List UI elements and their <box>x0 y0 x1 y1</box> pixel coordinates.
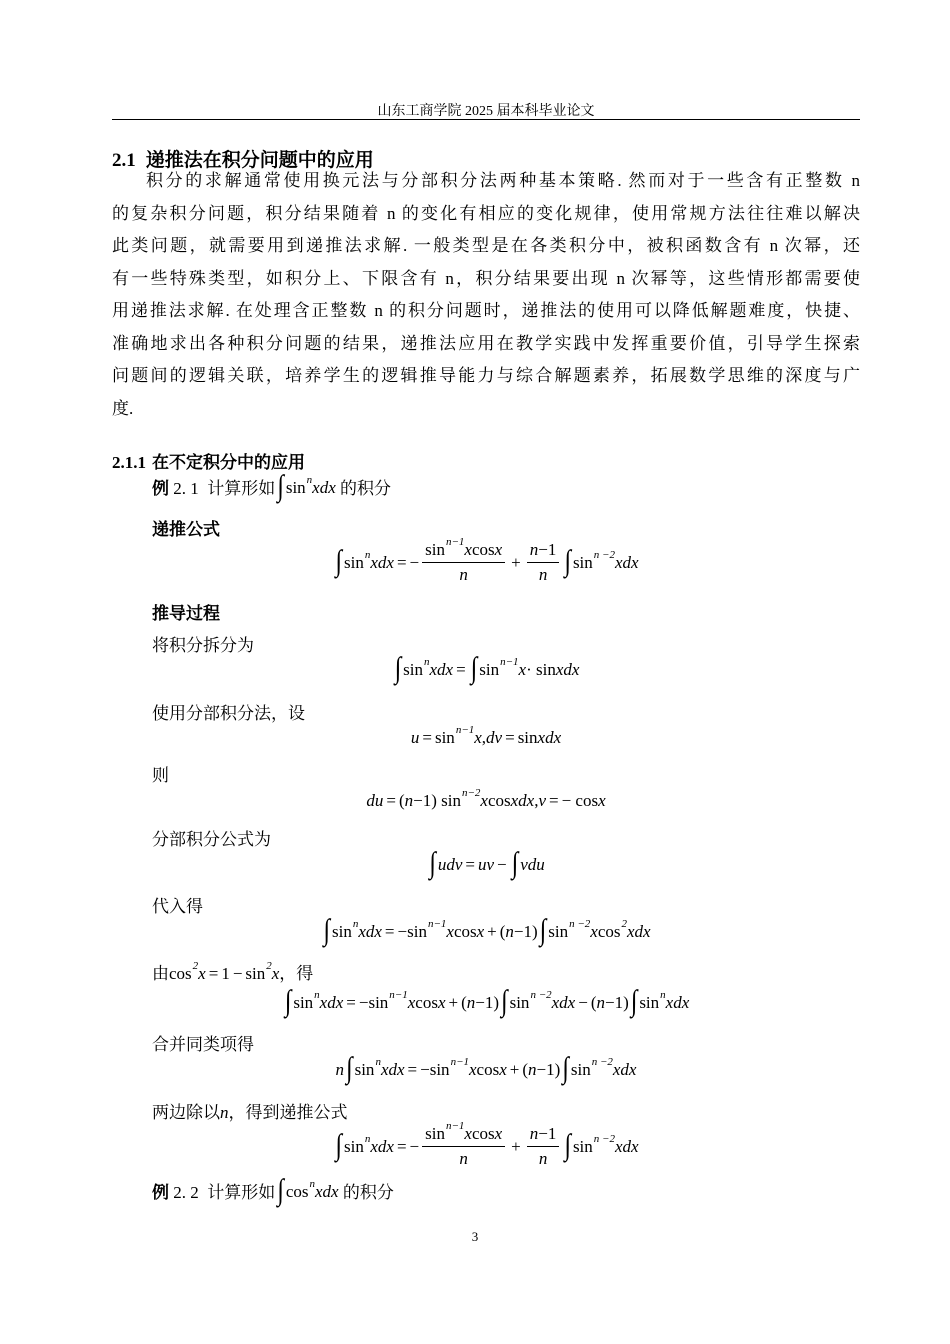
math-text: sin <box>344 552 364 572</box>
math-italic: udv <box>437 854 463 874</box>
operator: + <box>511 1136 521 1156</box>
superscript: n <box>306 473 313 486</box>
math-text: sin <box>354 1059 375 1079</box>
integral-sign: ∫ <box>335 1129 342 1163</box>
integral-sign: ∫ <box>335 545 342 579</box>
fraction <box>422 536 505 585</box>
superscript: n−1 <box>445 536 465 548</box>
math-text: sin <box>331 921 352 941</box>
superscript: n −2 <box>591 1055 613 1068</box>
superscript: n <box>309 1177 315 1190</box>
label-split: 将积分拆分为 <box>152 636 254 655</box>
math-italic: n <box>466 992 476 1012</box>
math-italic: x <box>469 1059 477 1079</box>
example-label: 例 <box>152 479 169 498</box>
example-label: 例 <box>152 1183 169 1202</box>
math-italic: uv <box>477 854 495 874</box>
example-text: 的积分 <box>340 479 392 498</box>
operator: + <box>509 1059 520 1079</box>
equation-parts <box>112 847 860 881</box>
math-italic: n <box>596 992 605 1012</box>
math-text: − cos <box>561 791 599 810</box>
equation-recurrence <box>112 536 860 585</box>
equation-uv <box>112 724 860 748</box>
math-italic: xdx <box>370 1136 394 1156</box>
example-2-2 <box>152 1174 394 1208</box>
math-text: cos <box>487 791 511 810</box>
running-header: 山东工商学院 2025 届本科毕业论文 <box>377 104 595 119</box>
math-text: 1 <box>221 964 230 983</box>
math-text: −1) <box>604 992 629 1012</box>
math-text: sin <box>245 964 266 983</box>
identity-formula <box>169 960 280 984</box>
math-italic: du <box>366 791 384 810</box>
integral-sign: ∫ <box>511 847 519 881</box>
formula <box>366 787 606 811</box>
math-text: cos <box>285 1181 309 1201</box>
superscript: n−2 <box>461 787 481 799</box>
operator: − <box>232 964 243 983</box>
math-text: −1) <box>475 992 500 1012</box>
paragraph-line: 积分的求解通常使用换元法与分部积分法两种基本策略. 然而对于一些含有正整数 n <box>146 171 860 190</box>
integral-sign: ∫ <box>501 985 508 1019</box>
math-italic: xdx <box>627 921 651 941</box>
math-italic: x <box>407 992 416 1012</box>
fraction <box>527 1124 560 1169</box>
paragraph-line: 有一些特殊类型，如积分上、下限含有 n，积分结果要出现 n 次幂等，这些情形都需要使 <box>112 268 860 288</box>
operator: − <box>497 854 507 874</box>
formula <box>393 652 580 686</box>
label-substitute: 代入得 <box>152 897 203 916</box>
math-italic: n <box>529 1124 539 1143</box>
math-italic: u <box>410 728 420 747</box>
math-italic: x <box>494 540 503 559</box>
operator: = <box>208 964 219 983</box>
math-italic: n <box>538 565 548 584</box>
math-italic: xdx <box>370 552 394 572</box>
math-text: − <box>409 1136 420 1156</box>
math-text: ( <box>461 992 467 1012</box>
numerator <box>422 536 505 563</box>
operator: = <box>386 791 396 810</box>
integral-sign: ∫ <box>564 545 571 579</box>
formula <box>333 536 639 585</box>
operator: = <box>346 992 356 1012</box>
math-text: cos <box>415 992 438 1012</box>
math-italic: xdx <box>665 992 690 1012</box>
math-italic: x <box>476 921 485 941</box>
label-recurrence: 递推公式 <box>152 520 220 539</box>
equation-expanded <box>112 985 860 1019</box>
subsection-title: 在不定积分中的应用 <box>152 453 305 472</box>
page-number: 3 <box>471 1229 479 1244</box>
example-text: 计算形如 <box>207 479 276 498</box>
operator: = <box>549 791 559 810</box>
label-since <box>152 959 313 984</box>
example-number: 2. 1 <box>173 479 199 498</box>
math-text: ( <box>522 1059 529 1079</box>
numerator <box>527 540 560 563</box>
math-text: cos <box>476 1059 500 1079</box>
math-italic: x <box>271 964 280 983</box>
math-text: sin <box>285 477 306 497</box>
integral-sign: ∫ <box>429 847 436 881</box>
text: 两边除以 <box>152 1103 220 1122</box>
intro-paragraph <box>112 165 860 425</box>
integral-sign: ∫ <box>539 914 547 948</box>
math-text: −1) <box>513 921 538 941</box>
equation-du <box>112 787 860 811</box>
paragraph-line: 问题间的逻辑关联，培养学生的逻辑推导能力与综合解题素养，拓展数学思维的深度与广 <box>112 366 860 385</box>
operator: + <box>511 552 521 572</box>
label-derivation: 推导过程 <box>152 604 220 623</box>
superscript: n−1 <box>450 1055 469 1068</box>
math-text: cos <box>453 921 477 941</box>
math-italic: x <box>480 791 488 810</box>
math-italic: x <box>198 964 206 983</box>
superscript: 2 <box>192 960 199 972</box>
math-italic: x <box>464 1124 472 1143</box>
integral-sign: ∫ <box>346 1052 353 1086</box>
math-italic: xdx <box>614 1136 639 1156</box>
paragraph-line: 准确地求出各种积分问题的结果，递推法应用在教学实践中发挥重要价值，引导学生探索 <box>112 333 860 353</box>
math-italic: xdx <box>315 1181 339 1201</box>
math-text: , <box>534 791 539 810</box>
operator: + <box>448 992 459 1012</box>
operator: − <box>578 992 588 1012</box>
math-italic: n <box>459 565 468 584</box>
math-text: sin <box>548 921 569 941</box>
integral-sign: ∫ <box>277 1174 284 1208</box>
math-italic: n <box>335 1059 345 1079</box>
math-italic: n <box>538 1149 548 1168</box>
example-formula <box>275 470 336 504</box>
formula <box>335 1052 637 1086</box>
equation-substituted <box>112 914 860 948</box>
math-italic: xdx <box>429 659 454 679</box>
math-text: , <box>481 728 487 747</box>
superscript: n −2 <box>530 988 552 1001</box>
superscript: n <box>352 917 359 930</box>
math-italic: x <box>474 728 482 747</box>
superscript: n−1 <box>455 724 475 736</box>
math-italic: xdx <box>555 659 580 679</box>
math-italic: n <box>528 1059 537 1079</box>
operator: = <box>505 728 515 747</box>
math-italic: xdx <box>380 1059 405 1079</box>
label-divide <box>152 1098 348 1123</box>
subsection-heading <box>112 448 305 473</box>
superscript: 2 <box>266 960 272 972</box>
math-italic: x <box>494 1124 503 1143</box>
subsection-number: 2.1.1 <box>112 453 146 472</box>
integral-sign: ∫ <box>284 985 292 1019</box>
math-text: sin <box>425 1124 445 1143</box>
math-italic: xdx <box>312 477 336 497</box>
math-text: ( <box>398 791 405 810</box>
integral-sign: ∫ <box>562 1052 569 1086</box>
formula <box>333 1120 639 1169</box>
header-rule <box>112 119 860 120</box>
math-text: −sin <box>358 992 389 1012</box>
math-text: sin <box>572 1136 593 1156</box>
superscript: n <box>364 548 371 561</box>
math-text: ( <box>499 921 506 941</box>
label-parts-formula: 分部积分公式为 <box>152 830 271 849</box>
math-text: ( <box>590 992 597 1012</box>
math-text: sin <box>479 659 500 679</box>
math-text: −sin <box>420 1059 450 1079</box>
math-text: sin <box>572 552 593 572</box>
example-formula <box>275 1174 339 1208</box>
paragraph-line: 的复杂积分问题，积分结果随着 n 的变化有相应的变化规律，使用常规方法往往难以解决 <box>112 203 860 223</box>
math-italic: x <box>590 921 598 941</box>
math-italic: vdu <box>520 854 545 874</box>
math-text: −1 <box>538 1124 557 1143</box>
integral-sign: ∫ <box>394 652 402 686</box>
text: 由 <box>152 964 169 983</box>
superscript: n <box>364 1132 371 1145</box>
equation-split <box>112 652 860 686</box>
section-title: 递推法在积分问题中的应用 <box>145 150 374 171</box>
math-text: cos <box>471 1124 495 1143</box>
superscript: n−1 <box>427 917 447 930</box>
fraction <box>422 1120 505 1169</box>
label-parts: 使用分部积分法，设 <box>152 704 305 723</box>
numerator <box>422 1120 505 1147</box>
formula <box>427 847 545 881</box>
operator: = <box>407 1059 418 1079</box>
superscript: n−1 <box>445 1120 465 1132</box>
math-text: cos <box>597 921 621 941</box>
example-number: 2. 2 <box>173 1183 199 1202</box>
formula <box>283 985 690 1019</box>
operator: = <box>456 659 466 679</box>
integral-sign: ∫ <box>470 652 478 686</box>
math-italic: xdx <box>614 552 639 572</box>
math-italic: x <box>598 791 606 810</box>
denominator <box>459 563 468 585</box>
paragraph-line: 此类问题，就需要用到递推法求解. 一般类型是在各类积分中，被积函数含有 n 次幂，还 <box>112 236 860 255</box>
math-text: sin <box>434 728 455 747</box>
math-italic: xdx <box>358 921 382 941</box>
superscript: 2 <box>621 917 627 930</box>
equation-final <box>112 1120 860 1169</box>
math-text: −1) <box>536 1059 561 1079</box>
equation-combined <box>112 1052 860 1086</box>
variable: n <box>220 1103 229 1122</box>
math-text: sin <box>344 1136 364 1156</box>
math-text: cos <box>169 964 192 983</box>
example-text: 的积分 <box>342 1183 394 1202</box>
math-text: sin <box>570 1059 591 1079</box>
integral-sign: ∫ <box>564 1129 571 1163</box>
superscript: n <box>423 655 430 668</box>
integral-sign: ∫ <box>323 914 330 948</box>
label-then: 则 <box>152 766 169 785</box>
formula <box>321 914 651 948</box>
math-italic: x <box>437 992 446 1012</box>
formula <box>410 724 562 748</box>
math-text: · sin <box>526 659 556 679</box>
math-italic: xdx <box>510 791 535 810</box>
paragraph-line: 用递推法求解. 在处理含正整数 n 的积分问题时，递推法的使用可以降低解题难度，快捷、 <box>112 301 860 320</box>
math-italic: x <box>464 540 472 559</box>
math-text: sin <box>425 540 445 559</box>
math-text: sin <box>639 992 660 1012</box>
superscript: n−1 <box>500 655 519 668</box>
operator: = <box>396 1136 407 1156</box>
math-italic: xdx <box>551 992 576 1012</box>
integral-sign: ∫ <box>630 985 638 1019</box>
operator: = <box>422 728 432 747</box>
section-number: 2.1 <box>112 150 136 171</box>
math-italic: n <box>529 540 539 559</box>
text: ，得到递推公式 <box>228 1103 348 1122</box>
math-text: −1 <box>538 540 557 559</box>
math-italic: xdx <box>319 992 344 1012</box>
math-text: sin <box>509 992 530 1012</box>
math-italic: xdx <box>612 1059 637 1079</box>
math-italic: n <box>404 791 414 810</box>
math-text: sin <box>293 992 314 1012</box>
operator: + <box>487 921 497 941</box>
numerator <box>527 1124 560 1147</box>
superscript: n <box>660 988 666 1001</box>
denominator <box>539 1147 548 1169</box>
text: ，得 <box>279 964 314 983</box>
superscript: n <box>375 1055 381 1068</box>
superscript: n −2 <box>569 917 591 930</box>
math-italic: v <box>538 791 546 810</box>
example-2-1 <box>152 470 392 504</box>
example-text: 计算形如 <box>207 1183 276 1202</box>
denominator <box>459 1147 468 1169</box>
math-text: −sin <box>397 921 427 941</box>
superscript: n−1 <box>389 988 408 1001</box>
math-text: sin <box>403 659 423 679</box>
math-italic: x <box>446 921 454 941</box>
math-italic: n <box>505 921 514 941</box>
superscript: n <box>314 988 320 1001</box>
math-italic: x <box>518 659 527 679</box>
math-italic: xdx <box>537 728 562 747</box>
math-italic: x <box>499 1059 507 1079</box>
superscript: n −2 <box>593 548 615 561</box>
operator: = <box>465 854 475 874</box>
fraction <box>527 540 560 585</box>
superscript: n −2 <box>593 1132 615 1145</box>
integral-sign: ∫ <box>277 470 284 504</box>
denominator <box>539 563 548 585</box>
math-text: −1) sin <box>413 791 461 810</box>
math-text: cos <box>471 540 495 559</box>
label-combine: 合并同类项得 <box>152 1035 254 1054</box>
math-text: − <box>409 552 420 572</box>
operator: = <box>384 921 395 941</box>
paragraph-line: 度. <box>112 398 134 418</box>
math-italic: n <box>459 1149 468 1168</box>
operator: = <box>396 552 407 572</box>
math-text: sin <box>517 728 538 747</box>
math-italic: dv <box>486 728 503 747</box>
